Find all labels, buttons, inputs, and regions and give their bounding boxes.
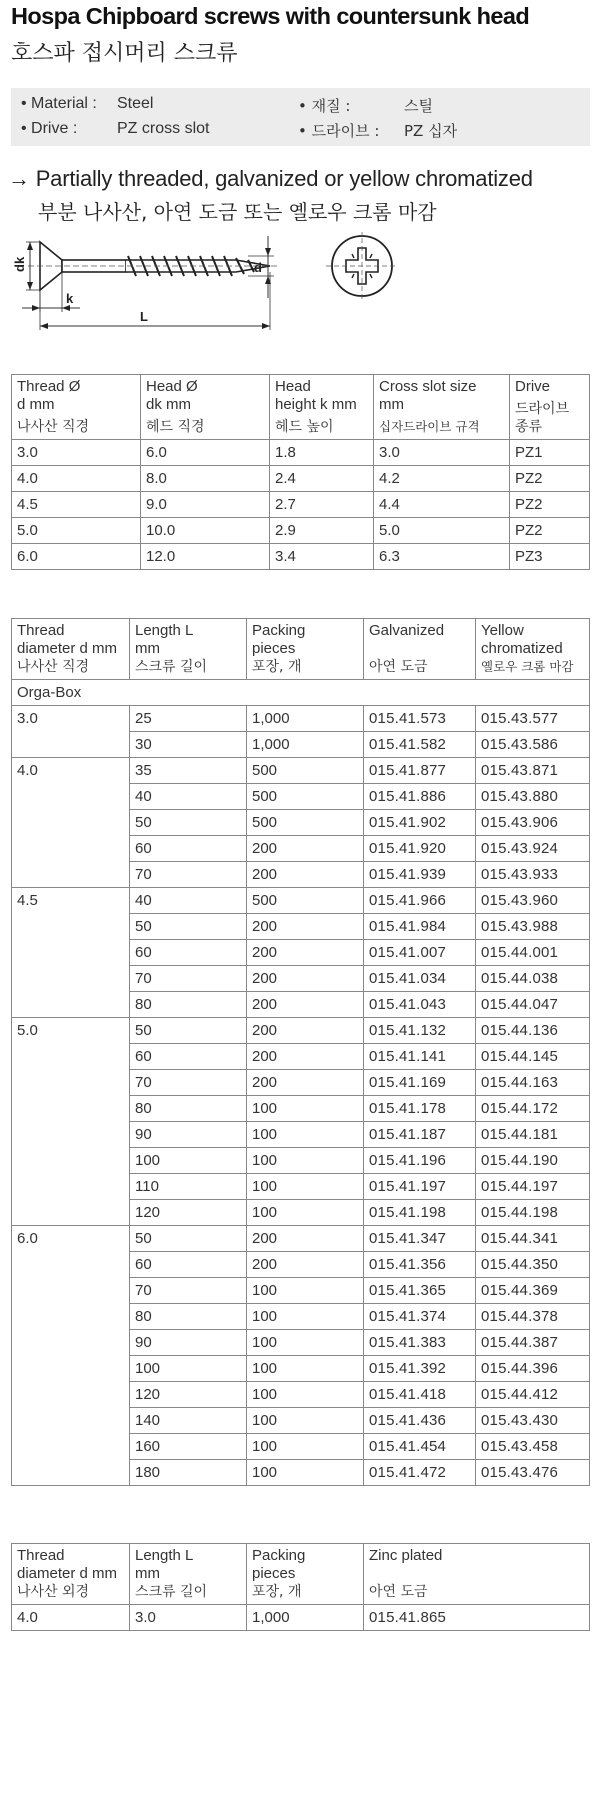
yellow-article-number: 015.43.586 bbox=[476, 732, 590, 758]
packing-cell: 200 bbox=[247, 862, 364, 888]
yellow-article-number: 015.44.163 bbox=[476, 1070, 590, 1096]
yellow-article-number: 015.44.198 bbox=[476, 1200, 590, 1226]
galvanized-article-number: 015.41.178 bbox=[364, 1096, 476, 1122]
yellow-article-number: 015.43.988 bbox=[476, 914, 590, 940]
galvanized-article-number: 015.41.196 bbox=[364, 1148, 476, 1174]
order-table bbox=[11, 618, 590, 1486]
length-cell: 100 bbox=[130, 1356, 247, 1382]
length-cell: 70 bbox=[130, 1070, 247, 1096]
packing-cell: 200 bbox=[247, 940, 364, 966]
packing-cell: 200 bbox=[247, 914, 364, 940]
yellow-article-number: 015.43.476 bbox=[476, 1460, 590, 1486]
yellow-article-number: 015.44.341 bbox=[476, 1226, 590, 1252]
drive-value: PZ cross slot bbox=[117, 120, 210, 137]
thread-dia-cell: 4.0 bbox=[12, 466, 141, 492]
packing-cell: 1,000 bbox=[247, 706, 364, 732]
packing-cell: 100 bbox=[247, 1122, 364, 1148]
yellow-article-number: 015.44.172 bbox=[476, 1096, 590, 1122]
length-cell: 120 bbox=[130, 1200, 247, 1226]
packing-cell: 500 bbox=[247, 784, 364, 810]
yellow-article-number: 015.44.145 bbox=[476, 1044, 590, 1070]
length-cell: 25 bbox=[130, 706, 247, 732]
header-packing: Packing pieces 포장, 개 bbox=[247, 619, 364, 680]
material-value: Steel bbox=[117, 95, 154, 112]
galvanized-article-number: 015.41.374 bbox=[364, 1304, 476, 1330]
product-note: → Partially threaded, galvanized or yellow chromatized bbox=[8, 166, 533, 191]
length-cell: 70 bbox=[130, 862, 247, 888]
packing-cell: 100 bbox=[247, 1304, 364, 1330]
length-cell: 110 bbox=[130, 1174, 247, 1200]
head-dia-cell: 8.0 bbox=[141, 466, 270, 492]
length-cell: 80 bbox=[130, 992, 247, 1018]
length-cell: 35 bbox=[130, 758, 247, 784]
head-dia-cell: 12.0 bbox=[141, 544, 270, 570]
packing-cell: 100 bbox=[247, 1096, 364, 1122]
galvanized-article-number: 015.41.939 bbox=[364, 862, 476, 888]
header-thread-diameter: Thread diameter d mm 나사산 직경 bbox=[12, 619, 130, 680]
packing-cell: 200 bbox=[247, 836, 364, 862]
dimensions-row bbox=[12, 544, 590, 570]
drive-label: • Drive : bbox=[21, 120, 78, 137]
length-cell: 40 bbox=[130, 784, 247, 810]
length-cell: 70 bbox=[130, 1278, 247, 1304]
packing-cell: 200 bbox=[247, 1070, 364, 1096]
order-header-row bbox=[12, 619, 590, 680]
length-cell: 30 bbox=[130, 732, 247, 758]
galvanized-article-number: 015.41.472 bbox=[364, 1460, 476, 1486]
yellow-article-number: 015.44.396 bbox=[476, 1356, 590, 1382]
length-cell: 60 bbox=[130, 836, 247, 862]
packing-cell: 100 bbox=[247, 1382, 364, 1408]
order-row bbox=[12, 1226, 590, 1252]
header-drive: Drive 드라이브 종류 bbox=[510, 375, 590, 440]
thread-diameter-cell: 6.0 bbox=[12, 1226, 130, 1486]
zinc-header-length: Length L mm 스크류 길이 bbox=[130, 1544, 247, 1605]
header-head-dia: Head Ø dk mm 헤드 직경 bbox=[141, 375, 270, 440]
galvanized-article-number: 015.41.383 bbox=[364, 1330, 476, 1356]
thread-dia-cell: 3.0 bbox=[12, 440, 141, 466]
galvanized-article-number: 015.41.886 bbox=[364, 784, 476, 810]
zinc-article-number: 015.41.865 bbox=[364, 1605, 590, 1631]
galvanized-article-number: 015.41.356 bbox=[364, 1252, 476, 1278]
drive-cell: PZ2 bbox=[510, 518, 590, 544]
dimensions-row bbox=[12, 466, 590, 492]
properties-panel bbox=[11, 88, 590, 146]
yellow-article-number: 015.43.871 bbox=[476, 758, 590, 784]
packing-cell: 100 bbox=[247, 1174, 364, 1200]
zinc-header-zinc-plated: Zinc plated 아연 도금 bbox=[364, 1544, 590, 1605]
dimensions-row bbox=[12, 492, 590, 518]
cross-slot-cell: 4.2 bbox=[374, 466, 510, 492]
drive-label-ko: • 드라이브 : bbox=[298, 122, 380, 140]
yellow-article-number: 015.44.387 bbox=[476, 1330, 590, 1356]
header-head-height: Head height k mm 헤드 높이 bbox=[270, 375, 374, 440]
yellow-article-number: 015.44.412 bbox=[476, 1382, 590, 1408]
yellow-article-number: 015.44.001 bbox=[476, 940, 590, 966]
galvanized-article-number: 015.41.436 bbox=[364, 1408, 476, 1434]
header-yellow-chromatized: Yellow chromatized 옐로우 크롬 마감 bbox=[476, 619, 590, 680]
galvanized-article-number: 015.41.132 bbox=[364, 1018, 476, 1044]
page-subtitle-ko: 호스파 접시머리 스크류 bbox=[11, 41, 238, 66]
yellow-article-number: 015.43.906 bbox=[476, 810, 590, 836]
length-cell: 60 bbox=[130, 1044, 247, 1070]
head-height-cell: 3.4 bbox=[270, 544, 374, 570]
pz-head-icon bbox=[326, 232, 398, 302]
head-height-cell: 1.8 bbox=[270, 440, 374, 466]
head-height-cell: 2.9 bbox=[270, 518, 374, 544]
length-cell: 50 bbox=[130, 1018, 247, 1044]
galvanized-article-number: 015.41.198 bbox=[364, 1200, 476, 1226]
length-cell: 140 bbox=[130, 1408, 247, 1434]
drive-cell: PZ2 bbox=[510, 492, 590, 518]
yellow-article-number: 015.44.350 bbox=[476, 1252, 590, 1278]
length-cell: 160 bbox=[130, 1434, 247, 1460]
cross-slot-cell: 5.0 bbox=[374, 518, 510, 544]
galvanized-article-number: 015.41.966 bbox=[364, 888, 476, 914]
length-cell: 70 bbox=[130, 966, 247, 992]
page-title: Hospa Chipboard screws with countersunk head bbox=[11, 3, 530, 29]
length-cell: 80 bbox=[130, 1096, 247, 1122]
yellow-article-number: 015.44.038 bbox=[476, 966, 590, 992]
zinc-packing-cell: 1,000 bbox=[247, 1605, 364, 1631]
thread-diameter-cell: 3.0 bbox=[12, 706, 130, 758]
packing-cell: 100 bbox=[247, 1434, 364, 1460]
head-dia-cell: 10.0 bbox=[141, 518, 270, 544]
length-cell: 100 bbox=[130, 1148, 247, 1174]
packing-cell: 200 bbox=[247, 966, 364, 992]
packing-cell: 200 bbox=[247, 1018, 364, 1044]
galvanized-article-number: 015.41.043 bbox=[364, 992, 476, 1018]
galvanized-article-number: 015.41.418 bbox=[364, 1382, 476, 1408]
thread-diameter-cell: 4.5 bbox=[12, 888, 130, 1018]
order-row bbox=[12, 1018, 590, 1044]
zinc-header-packing: Packing pieces 포장, 개 bbox=[247, 1544, 364, 1605]
galvanized-article-number: 015.41.197 bbox=[364, 1174, 476, 1200]
yellow-article-number: 015.43.880 bbox=[476, 784, 590, 810]
l-label: L bbox=[140, 309, 148, 324]
material-label: • Material : bbox=[21, 95, 97, 112]
yellow-article-number: 015.43.430 bbox=[476, 1408, 590, 1434]
head-dia-cell: 6.0 bbox=[141, 440, 270, 466]
length-cell: 60 bbox=[130, 940, 247, 966]
header-cross-slot: Cross slot size mm 십자드라이브 규격 bbox=[374, 375, 510, 440]
yellow-article-number: 015.44.047 bbox=[476, 992, 590, 1018]
length-cell: 40 bbox=[130, 888, 247, 914]
product-note-ko: 부분 나사산, 아연 도금 또는 옐로우 크롬 마감 bbox=[38, 200, 437, 224]
length-cell: 180 bbox=[130, 1460, 247, 1486]
galvanized-article-number: 015.41.187 bbox=[364, 1122, 476, 1148]
packing-cell: 200 bbox=[247, 992, 364, 1018]
order-row bbox=[12, 706, 590, 732]
length-cell: 50 bbox=[130, 1226, 247, 1252]
order-row bbox=[12, 888, 590, 914]
galvanized-article-number: 015.41.877 bbox=[364, 758, 476, 784]
packing-cell: 100 bbox=[247, 1460, 364, 1486]
zinc-length-cell: 3.0 bbox=[130, 1605, 247, 1631]
length-cell: 60 bbox=[130, 1252, 247, 1278]
packing-cell: 100 bbox=[247, 1148, 364, 1174]
length-cell: 50 bbox=[130, 914, 247, 940]
header-length: Length L mm 스크류 길이 bbox=[130, 619, 247, 680]
orga-box-label: Orga-Box bbox=[12, 680, 590, 706]
length-cell: 120 bbox=[130, 1382, 247, 1408]
packing-cell: 200 bbox=[247, 1044, 364, 1070]
yellow-article-number: 015.44.378 bbox=[476, 1304, 590, 1330]
length-cell: 90 bbox=[130, 1330, 247, 1356]
cross-slot-cell: 3.0 bbox=[374, 440, 510, 466]
galvanized-article-number: 015.41.347 bbox=[364, 1226, 476, 1252]
zinc-table bbox=[11, 1543, 590, 1631]
yellow-article-number: 015.44.136 bbox=[476, 1018, 590, 1044]
zinc-row bbox=[12, 1605, 590, 1631]
length-cell: 90 bbox=[130, 1122, 247, 1148]
packing-cell: 500 bbox=[247, 810, 364, 836]
galvanized-article-number: 015.41.582 bbox=[364, 732, 476, 758]
packing-cell: 100 bbox=[247, 1408, 364, 1434]
cross-slot-cell: 4.4 bbox=[374, 492, 510, 518]
yellow-article-number: 015.44.197 bbox=[476, 1174, 590, 1200]
yellow-article-number: 015.43.458 bbox=[476, 1434, 590, 1460]
yellow-article-number: 015.44.181 bbox=[476, 1122, 590, 1148]
packing-cell: 100 bbox=[247, 1278, 364, 1304]
dimensions-row bbox=[12, 518, 590, 544]
k-label: k bbox=[66, 291, 74, 306]
thread-dia-cell: 6.0 bbox=[12, 544, 141, 570]
zinc-header-row bbox=[12, 1544, 590, 1605]
material-label-ko: • 재질 : bbox=[298, 97, 351, 115]
material-value-ko: 스틸 bbox=[404, 97, 433, 115]
dimensions-row bbox=[12, 440, 590, 466]
galvanized-article-number: 015.41.365 bbox=[364, 1278, 476, 1304]
thread-dia-cell: 4.5 bbox=[12, 492, 141, 518]
dk-label: dk bbox=[12, 256, 27, 272]
packing-cell: 100 bbox=[247, 1330, 364, 1356]
packing-cell: 100 bbox=[247, 1200, 364, 1226]
packing-cell: 500 bbox=[247, 758, 364, 784]
drive-cell: PZ3 bbox=[510, 544, 590, 570]
drive-cell: PZ2 bbox=[510, 466, 590, 492]
galvanized-article-number: 015.41.169 bbox=[364, 1070, 476, 1096]
packing-cell: 1,000 bbox=[247, 732, 364, 758]
galvanized-article-number: 015.41.920 bbox=[364, 836, 476, 862]
header-thread-dia: Thread Ø d mm 나사산 직경 bbox=[12, 375, 141, 440]
packing-cell: 500 bbox=[247, 888, 364, 914]
galvanized-article-number: 015.41.034 bbox=[364, 966, 476, 992]
yellow-article-number: 015.43.577 bbox=[476, 706, 590, 732]
orga-box-row bbox=[12, 680, 590, 706]
yellow-article-number: 015.43.933 bbox=[476, 862, 590, 888]
yellow-article-number: 015.43.960 bbox=[476, 888, 590, 914]
header-galvanized: Galvanized 아연 도금 bbox=[364, 619, 476, 680]
galvanized-article-number: 015.41.007 bbox=[364, 940, 476, 966]
galvanized-article-number: 015.41.902 bbox=[364, 810, 476, 836]
dimensions-table bbox=[11, 374, 590, 570]
galvanized-article-number: 015.41.392 bbox=[364, 1356, 476, 1382]
head-height-cell: 2.4 bbox=[270, 466, 374, 492]
d-label: d bbox=[254, 260, 262, 275]
head-dia-cell: 9.0 bbox=[141, 492, 270, 518]
length-cell: 80 bbox=[130, 1304, 247, 1330]
length-cell: 50 bbox=[130, 810, 247, 836]
packing-cell: 200 bbox=[247, 1226, 364, 1252]
head-height-cell: 2.7 bbox=[270, 492, 374, 518]
galvanized-article-number: 015.41.141 bbox=[364, 1044, 476, 1070]
thread-diameter-cell: 4.0 bbox=[12, 758, 130, 888]
zinc-header-thread: Thread diameter d mm 나사산 외경 bbox=[12, 1544, 130, 1605]
zinc-thread-cell: 4.0 bbox=[12, 1605, 130, 1631]
yellow-article-number: 015.44.190 bbox=[476, 1148, 590, 1174]
order-row bbox=[12, 758, 590, 784]
screw-dimension-diagram bbox=[8, 232, 408, 362]
galvanized-article-number: 015.41.573 bbox=[364, 706, 476, 732]
drive-value-ko: PZ 십자 bbox=[404, 122, 458, 140]
galvanized-article-number: 015.41.984 bbox=[364, 914, 476, 940]
thread-dia-cell: 5.0 bbox=[12, 518, 141, 544]
galvanized-article-number: 015.41.454 bbox=[364, 1434, 476, 1460]
cross-slot-cell: 6.3 bbox=[374, 544, 510, 570]
yellow-article-number: 015.43.924 bbox=[476, 836, 590, 862]
packing-cell: 100 bbox=[247, 1356, 364, 1382]
thread-diameter-cell: 5.0 bbox=[12, 1018, 130, 1226]
yellow-article-number: 015.44.369 bbox=[476, 1278, 590, 1304]
packing-cell: 200 bbox=[247, 1252, 364, 1278]
drive-cell: PZ1 bbox=[510, 440, 590, 466]
dimensions-header-row bbox=[12, 375, 590, 440]
